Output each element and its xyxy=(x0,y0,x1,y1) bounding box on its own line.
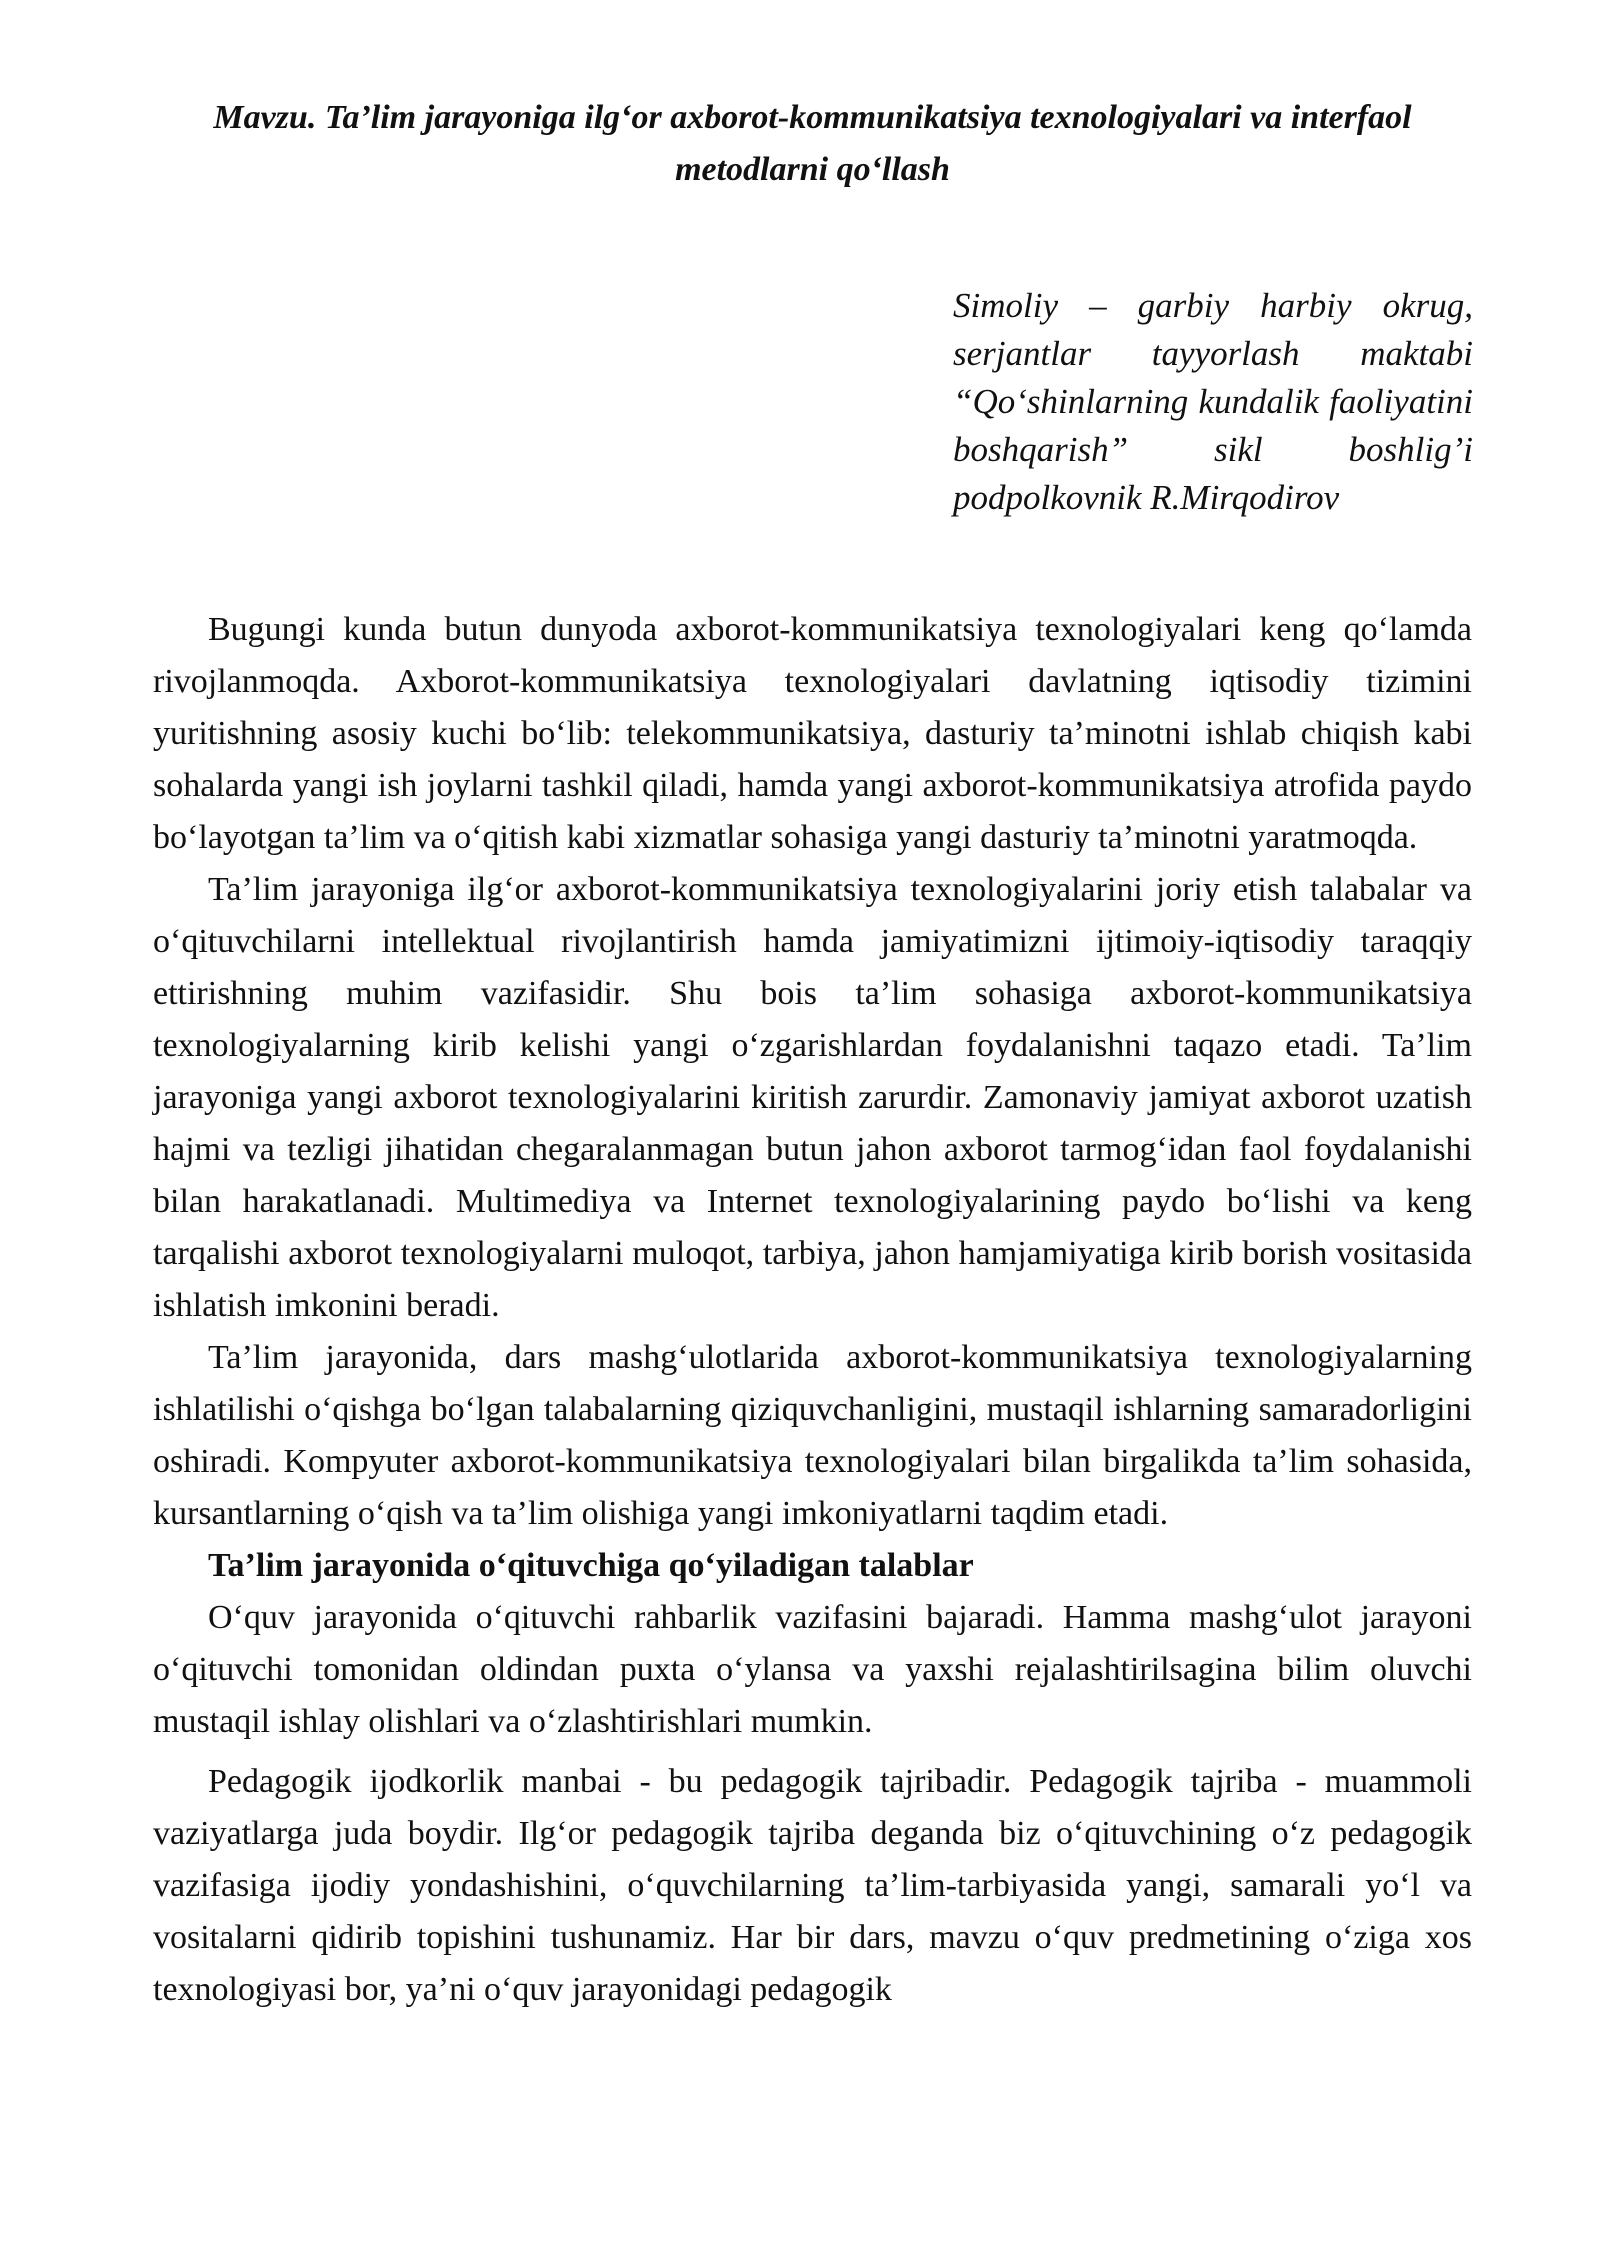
body-paragraph: Ta’lim jarayonida, dars mashg‘ulotlarida axborot-kommunikatsiya texnologiyalarning ishlatilishi o‘qishga bo‘lgan talabalarning qiziquvchanligini, mustaqil ishlarning samaradorligini oshiradi. Kompyuter axborot-kommunikatsiya texnologiyalari bilan birgalikda ta’lim sohasida, kursantlarning o‘qish va ta’lim olishiga yangi imkoniyatlarni taqdim etadi. xyxy=(153,1339,1472,1532)
body-paragraph: Bugungi kunda butun dunyoda axborot-kommunikatsiya texnologiyalari keng qo‘lamda rivojlanmoqda. Axborot-kommunikatsiya texnologiyalari davlatning iqtisodiy tizimini yuritishning asosiy kuchi bo‘lib: telekommunikatsiya, dasturiy ta’minotni ishlab chiqish kabi sohalarda yangi ish joylarni tashkil qiladi, hamda yangi axborot-kommunikatsiya atrofida paydo bo‘layotgan ta’lim va o‘qitish kabi xizmatlar sohasiga yangi dasturiy ta’minotni yaratmoqda. xyxy=(153,611,1472,856)
author-line: podpolkovnik R.Mirqodirov xyxy=(953,478,1340,517)
document-title: Mavzu. Ta’lim jarayoniga ilg‘or axborot-kommunikatsiya texnologiyalari va interfaol metodlarni qo‘llash xyxy=(213,99,1412,188)
author-line: “Qo‘shinlarning kundalik faoliyatini xyxy=(953,382,1473,421)
author-block xyxy=(953,282,1473,522)
document-body xyxy=(153,604,1472,2016)
author-line: serjantlar tayyorlash maktabi xyxy=(953,334,1473,373)
author-line: Simoliy – garbiy harbiy okrug, xyxy=(953,286,1473,325)
section-heading: Ta’lim jarayonida o‘qituvchiga qo‘yiladigan talablar xyxy=(208,1547,974,1584)
body-paragraph: Pedagogik ijodkorlik manbai - bu pedagogik tajribadir. Pedagogik tajriba - muammoli vaziyatlarga juda boydir. Ilg‘or pedagogik tajriba deganda biz o‘qituvchining o‘z pedagogik vazifasiga ijodiy yondashishini, o‘quvchilarning ta’lim-tarbiyasida yangi, samarali yo‘l va vositalarni qidirib topishini tushunamiz. Har bir dars, mavzu o‘quv predmetining o‘ziga xos texnologiyasi bor, ya’ni o‘quv jarayonidagi pedagogik xyxy=(153,1763,1472,2008)
body-paragraph: Ta’lim jarayoniga ilg‘or axborot-kommunikatsiya texnologiyalarini joriy etish talabalar va o‘qituvchilarni intellektual rivojlantirish hamda jamiyatimizni ijtimoiy-iqtisodiy taraqqiy ettirishning muhim vazifasidir. Shu bois ta’lim sohasiga axborot-kommunikatsiya texnologiyalarning kirib kelishi yangi o‘zgarishlardan foydalanishni taqazo etadi. Ta’lim jarayoniga yangi axborot texnologiyalarini kiritish zarurdir. Zamonaviy jamiyat axborot uzatish hajmi va tezligi jihatidan chegaralanmagan butun jahon axborot tarmog‘idan faol foydalanishi bilan harakatlanadi. Multimediya va Internet texnologiyalarining paydo bo‘lishi va keng tarqalishi axborot texnologiyalarni muloqot, tarbiya, jahon hamjamiyatiga kirib borish vositasida ishlatish imkonini beradi. xyxy=(153,871,1472,1324)
body-paragraph: O‘quv jarayonida o‘qituvchi rahbarlik vazifasini bajaradi. Hamma mashg‘ulot jarayoni o‘qituvchi tomonidan oldindan puxta o‘ylansa va yaxshi rejalashtirilsagina bilim oluvchi mustaqil ishlay olishlari va o‘zlashtirishlari mumkin. xyxy=(153,1599,1472,1740)
author-line: boshqarish” sikl boshlig’i xyxy=(953,430,1473,469)
